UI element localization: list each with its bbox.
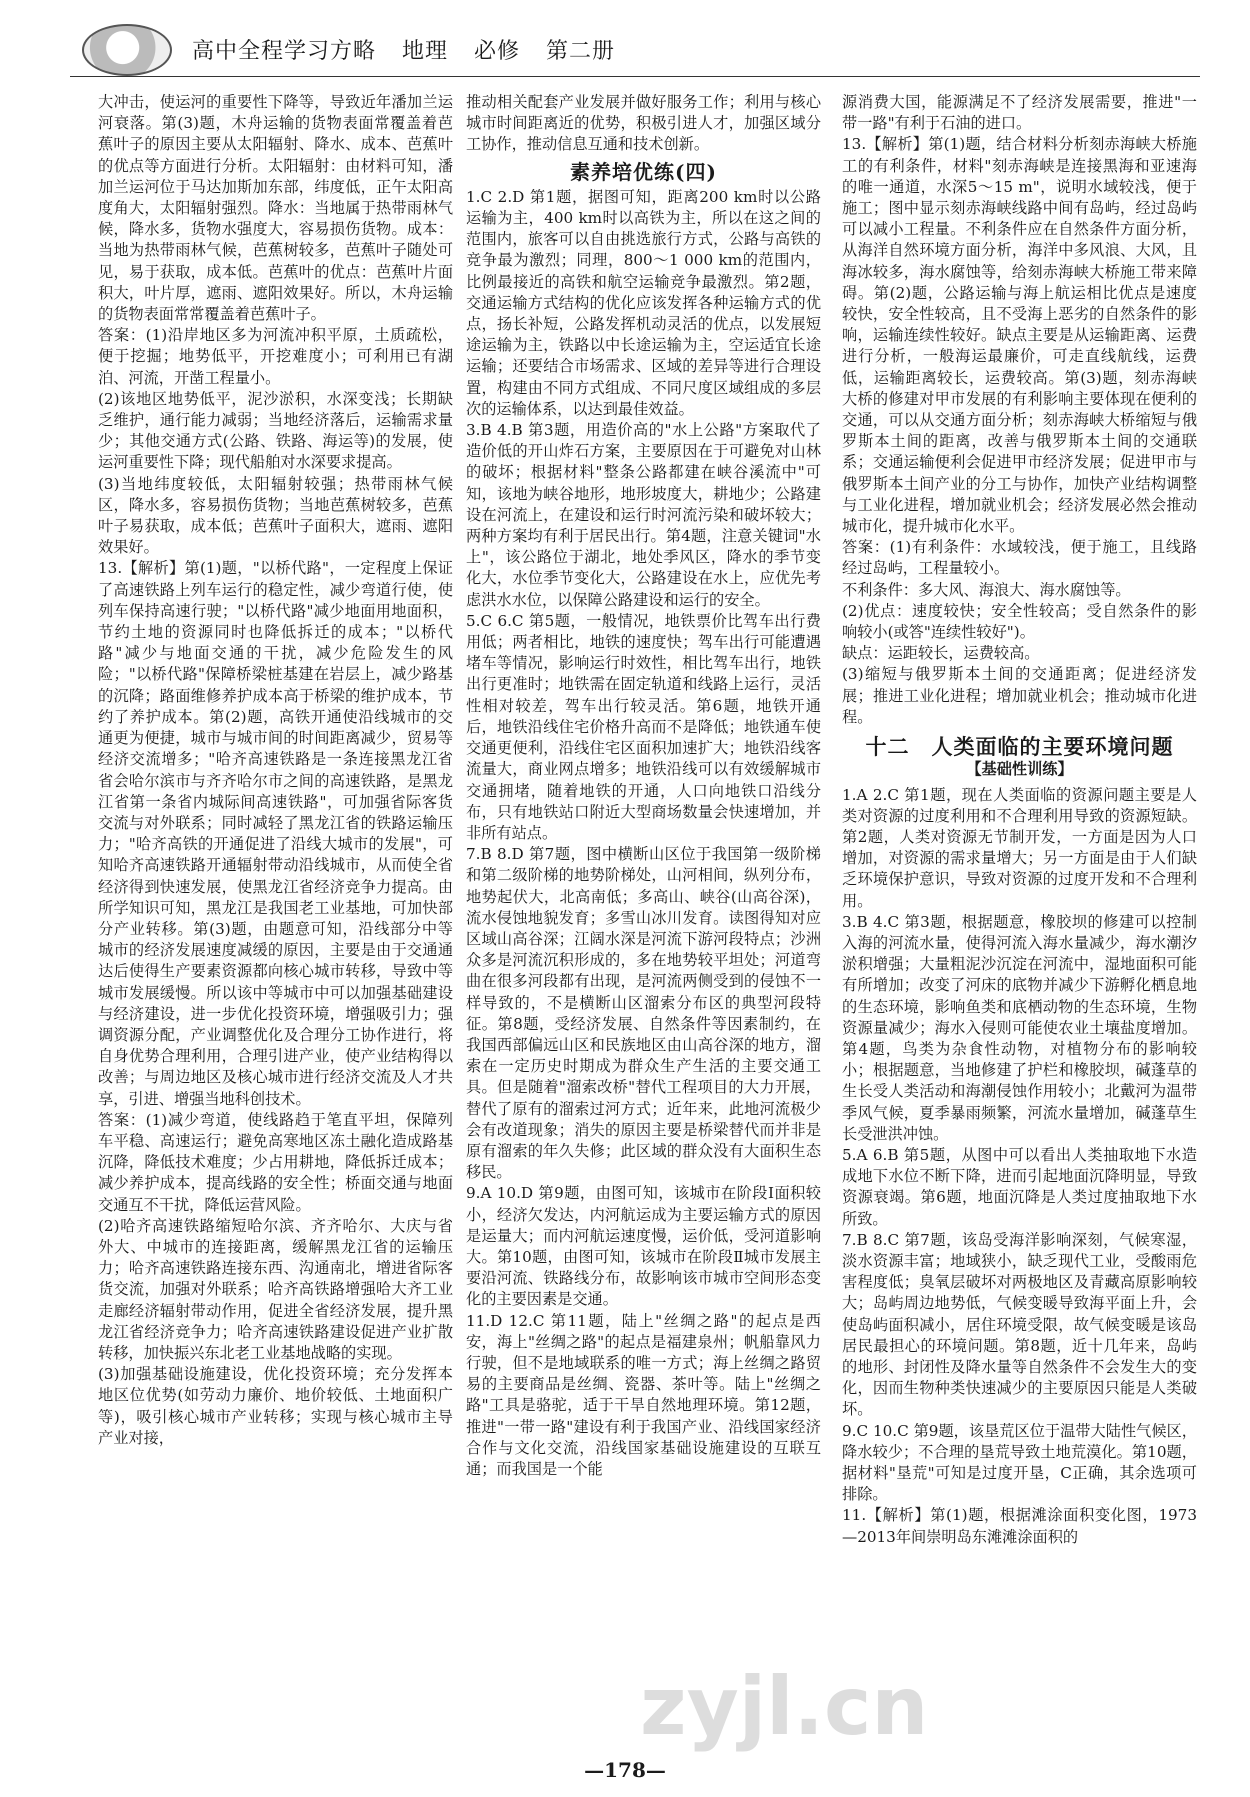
chapter-title: 十二 人类面临的主要环境问题 (865, 734, 1174, 760)
analysis-paragraph: 13.【解析】第(1)题，结合材料分析刻赤海峡大桥施工的有利条件，材料"刻赤海峡是连接黑海和亚速海的唯一通道，水深5～15 m"，说明水域较浅，便于施工；图中显示刻赤海峡线路中间有岛屿，经过岛屿可以减小工程量。不利条件应在自然条件方面分析，从海洋自然环境方面分析，海洋中多风浪、大风，且海冰较多，海水腐蚀等，给刻赤海峡大桥施工带来障碍。第(2)题，公路运输与海上航运相比优点是速度较快，安全性较高，且不受海上恶劣的自然条件的影响，运输连续性较好。缺点主要是从运输距离、运费进行分析，一般海运最廉价，可走直线航线，运费低，运输距离较长，运费较高。第(3)题，刻赤海峡大桥的修建对甲市发展的有利影响主要体现在便利的交通，可以从交通方面分析；刻赤海峡大桥缩短与俄罗斯本土间的距离，改善与俄罗斯本土间的交通联系；交通运输便利会促进甲市经济发展；促进甲市与俄罗斯本土间产业的分工与协作，加快产业结构调整与工业化进程，增加就业机会；经济发展必然会推动城市化，提升城市化水平。 (842, 135, 1197, 536)
answer-paragraph: (2)该地区地势低平，泥沙淤积，水深变浅；长期缺乏维护，通行能力减弱；当地经济落后，运输需求量少；其他交通方式(公路、铁路、海运等)的发展，使运河重要性下降；现代船舶对水深要求提高。 (98, 389, 453, 472)
watermark: zyjl.cn (640, 1660, 929, 1753)
header-title (192, 34, 633, 65)
subject-label: 地理 (402, 39, 449, 64)
paragraph: 推动相关配套产业发展并做好服务工作；利用与核心城市时间距离近的优势，积极引进人才，加强区域分工协作，推动信息互通和技术创新。 (466, 93, 821, 154)
answer-paragraph: (2)哈齐高速铁路缩短哈尔滨、齐齐哈尔、大庆与省外大、中城市的连接距离，缓解黑龙江省的运输压力；哈齐高速铁路连接东西、沟通南北，增进省际客货交流，加强对外联系；哈齐高铁路增强哈大齐工业走廊经济辐射带动作用，促进全省经济发展，提升黑龙江省经济竞争力；哈齐高速铁路建设促进产业扩散转移，加快振兴东北老工业基地战略的实现。 (98, 1216, 453, 1362)
question-paragraph: 7.B 8.D 第7题，图中横断山区位于我国第一级阶梯和第二级阶梯的地势阶梯处，山河相间，纵列分布，地势起伏大，北高南低；多高山、峡谷(山高谷深)，流水侵蚀地貌发育；多雪山冰川发育。读图得知对应区域山高谷深；江阔水深是河流下游河段特点；沙洲众多是河流沉积形成的，多在地势较平坦处；河道弯曲在很多河段都有出现，是河流两侧受到的侵蚀不一样导致的，不是横断山区溜索分布区的典型河段特征。第8题，受经济发展、自然条件等因素制约，在我国西部偏远山区和民族地区由山高谷深的地方，溜索在一定历史时期成为群众生产生活的主要交通工具。但是随着"溜索改桥"替代工程项目的大力开展，替代了原有的溜索过河方式；近年来，此地河流极少会有改道现象；消失的原因主要是桥梁替代而并非是原有溜索的年久失修；此区域的群众没有大面积生态移民。 (466, 845, 821, 1182)
page-number: —178— (584, 1758, 666, 1782)
answer-paragraph: (2)优点：速度较快；安全性较高；受自然条件的影响较小(或答"连续性较好")。 (842, 601, 1197, 642)
question-paragraph: 9.C 10.C 第9题，该垦荒区位于温带大陆性气候区，降水较少；不合理的垦荒导致土地荒漠化。第10题，据材料"垦荒"可知是过度开垦，C正确，其余选项可排除。 (842, 1421, 1197, 1504)
subsection-title: 【基础性训练】 (966, 760, 1073, 779)
page-header (70, 18, 1200, 77)
analysis-paragraph: 13.【解析】第(1)题，"以桥代路"，一定程度上保证了高速铁路上列车运行的稳定性，减少弯道行使，使列车保持高速行驶；"以桥代路"减少地面用地面积，节约土地的资源同时也降低拆迁的成本；"以桥代路"减少与地面交通的干扰，减少危险发生的风险；"以桥代路"保障桥梁桩基建在岩层上，减少路基的沉降；路面维修养护成本高于桥梁的维护成本，节约了养护成本。第(2)题，高铁开通使沿线城市的交通更为便捷，城市与城市间的时间距离减少，贸易等经济交流增多；"哈齐高速铁路是一条连接黑龙江省省会哈尔滨市与齐齐哈尔市之间的高速铁路，是黑龙江省第一条省内城际间高速铁路"，可加强省际客货交流与对外联系；同时减轻了黑龙江省的铁路运输压力；"哈齐高铁的开通促进了沿线大城市的发展"，可知哈齐高速铁路开通辐射带动沿线城市，从而使全省经济得到快速发展，使黑龙江省经济竞争力提高。由所学知识可知，黑龙江是我国老工业基地，可加快部分产业转移。第(3)题，由题意可知，沿线部分中等城市的经济发展速度减缓的原因，主要是由于交通通达后使得生产要素资源都向核心城市转移，导致中等城市发展缓慢。所以该中等城市中可以加强基础建设与经济建设，进一步优化投资环境，增强吸引力；强调资源分配，产业调整优化及合理分工协作进行，将自身优势合理利用，合理引进产业，使产业结构得以改善；与周边地区及核心城市进行经济交流及人才共享，引进、增强当地科创技术。 (98, 559, 453, 1108)
answer-paragraph: 答案：(1)沿岸地区多为河流冲积平原，土质疏松，便于挖掘；地势低平，开挖难度小；可利用已有湖泊、河流，开凿工程量小。 (98, 326, 453, 387)
volume-label: 第二册 (546, 39, 616, 64)
question-paragraph: 3.B 4.B 第3题，用造价高的"水上公路"方案取代了造价低的开山炸石方案，主要原因在于可避免对山林的破坏；根据材料"整条公路都建在峡谷溪流中"可知，该地为峡谷地形，地形坡度大，耕地少；公路建设在河流上，在建设和运行时河流污染和破坏较大；两种方案均有利于居民出行。第4题，注意关键词"水上"，该公路位于湖北，地处季风区，降水的季节变化大，水位季节变化大，公路建设在水上，应优先考虑洪水水位，以保障公路建设和运行的安全。 (466, 421, 821, 609)
course-label: 必修 (474, 39, 521, 64)
paragraph: 源消费大国，能源满足不了经济发展需要，推进"一带一路"有利于石油的进口。 (842, 93, 1197, 133)
answer-paragraph: (3)加强基础设施建设，优化投资环境；充分发挥本地区位优势(如劳动力廉价、地价较低、土地面积广等)，吸引核心城市产业转移；实现与核心城市主导产业对接， (98, 1365, 453, 1447)
answer-paragraph: 不利条件：多大风、海浪大、海水腐蚀等。 (842, 580, 1131, 599)
publisher-logo-icon (82, 24, 172, 76)
answer-paragraph: 答案：(1)减少弯道，使线路趋于笔直平坦，保障列车平稳、高速运行；避免高寒地区冻土融化造成路基沉降，降低技术难度；少占用耕地，降低拆迁成本；减少养护成本，提高线路的安全性；桥面交通与地面交通互不干扰，降低运营风险。 (98, 1110, 453, 1214)
question-paragraph: 1.A 2.C 第1题，现在人类面临的资源问题主要是人类对资源的过度利用和不合理利用导致的资源短缺。第2题，人类对资源无节制开发，一方面是因为人口增加，对资源的需求量增大；另一方面是由于人们缺乏环境保护意识，导致对资源的过度开发和不合理利用。 (842, 785, 1197, 910)
paragraph: 大冲击，使运河的重要性下降等，导致近年潘加兰运河衰落。第(3)题，木舟运输的货物表面常覆盖着芭蕉叶子的原因主要从太阳辐射、降水、成本、芭蕉叶的优点等方面进行分析。太阳辐射：由材料可知，潘加兰运河位于马达加斯加东部，纬度低，正午太阳高度角大，太阳辐射强烈。降水：当地属于热带雨林气候，降水多，货物水强度大，容易损伤货物。成本：当地为热带雨林气候，芭蕉树较多，芭蕉叶子随处可见，易于获取，成本低。芭蕉叶的优点：芭蕉叶片面积大，叶片厚，遮雨、遮阳效果好。所以，木舟运输的货物表面常常覆盖着芭蕉叶子。 (98, 93, 453, 324)
column-left (98, 92, 453, 1449)
question-paragraph: 7.B 8.C 第7题，该岛受海洋影响深刻，气候寒湿，淡水资源丰富；地域狭小，缺乏现代工业，受酸雨危害程度低；臭氧层破坏对两极地区及青藏高原影响较大；岛屿周边地势低，气候变暖导致海平面上升，会使岛屿面积减小，居住环境受限，故气候变暖是该岛居民最担心的环境问题。第8题，近十几年来，岛屿的地形、封闭性及降水量等自然条件不会发生大的变化，因而生物种类快速减少的主要原因只能是人类破坏。 (842, 1230, 1197, 1419)
question-paragraph: 1.C 2.D 第1题，据图可知，距离200 km时以公路运输为主，400 km时以高铁为主，所以在这之间的范围内，旅客可以自由挑选旅行方式，公路与高铁的竞争最为激烈；同理，800～1 000 km的范围内，比例最接近的高铁和航空运输竞争最激烈。第2题，交通运输方式结构的优化应该发挥各种运输方式的优点，扬长补短，公路发挥机动灵活的优点，以发展短途运输为主，铁路以中长途运输为主，空运适宜长途运输；还要结合市场需求、区域的差异等进行合理设置，构建由不同方式组成、不同尺度区域组成的多层次的运输体系，以达到最佳效益。 (466, 187, 821, 418)
answer-paragraph: (3)缩短与俄罗斯本土间的交通距离；促进经济发展；推进工业化进程；增加就业机会；推动城市化进程。 (842, 665, 1197, 726)
column-right (842, 92, 1197, 1548)
question-paragraph: 3.B 4.C 第3题，根据题意，橡胶坝的修建可以控制入海的河流水量，使得河流入海水量减少，海水潮汐淤积增强；大量粗泥沙沉淀在河流中，湿地面积可能有所增加；改变了河床的底物并减少下游孵化栖息地的生态环境，影响鱼类和底栖动物的生态环境，生物资源量减少；海水入侵则可能使农业土壤盐度增加。第4题，鸟类为杂食性动物，对植物分布的影响较小；根据题意，当地修建了护栏和橡胶坝，碱蓬草的生长受人类活动和海潮侵蚀作用较小；北戴河为温带季风气候，夏季暴雨频繁，河流水量增加，碱蓬草生长受泄洪冲蚀。 (842, 912, 1197, 1143)
answer-paragraph: (3)当地纬度较低，太阳辐射较强；热带雨林气候区，降水多，容易损伤货物；当地芭蕉树较多，芭蕉叶子易获取，成本低；芭蕉叶子面积大，遮雨、遮阳效果好。 (98, 474, 453, 557)
question-paragraph: 11.【解析】第(1)题，根据滩涂面积变化图，1973—2013年间崇明岛东滩滩涂面积的 (842, 1506, 1197, 1546)
answer-paragraph: 答案：(1)有利条件：水域较浅，便于施工，且线路经过岛屿，工程量较小。 (842, 538, 1197, 578)
answer-paragraph: 缺点：运距较长，运费较高。 (842, 644, 1040, 663)
question-paragraph: 9.A 10.D 第9题，由图可知，该城市在阶段Ⅰ面积较小，经济欠发达，内河航运成为主要运输方式的原因是运量大；而内河航运速度慢，运价低，受河道影响大。第10题，由图可知，该城市在阶段Ⅱ城市发展主要沿河流、铁路线分布，故影响该市城市空间形态变化的主要因素是交通。 (466, 1184, 821, 1309)
question-paragraph: 5.A 6.B 第5题，从图中可以看出人类抽取地下水造成地下水位不断下降，进而引起地面沉降明显，导致资源衰竭。第6题，地面沉降是人类过度抽取地下水所致。 (842, 1145, 1197, 1228)
column-middle (466, 92, 821, 1480)
question-paragraph: 5.C 6.C 第5题，一般情况，地铁票价比驾车出行费用低；两者相比，地铁的速度快；驾车出行可能遭遇堵车等情况，影响运行时效性，相比驾车出行，地铁出行更准时；地铁需在固定轨道和线路上运行，灵活性相对较差，驾车出行较灵活。第6题，地铁开通后，地铁沿线住宅价格升高而不是降低；地铁通车使交通更便利，沿线住宅区面积加速扩大；地铁沿线客流量大，商业网点增多；地铁沿线可以有效缓解城市交通拥堵，随着地铁的开通，人口向地铁口沿线分布，只有地铁站口附近大型商场数量会快速增加，并非所有站点。 (466, 611, 821, 842)
section-title: 素养培优练(四) (570, 159, 717, 184)
question-paragraph: 11.D 12.C 第11题，陆上"丝绸之路"的起点是西安，海上"丝绸之路"的起点是福建泉州；帆船靠风力行驶，但不是地域联系的唯一方式；海上丝绸之路贸易的主要商品是丝绸、瓷器、茶叶等。陆上"丝绸之路"工具是骆驼，适于干旱自然地理环境。第12题，推进"一带一路"建设有利于我国产业、沿线国家经济合作与文化交流，沿线国家基础设施建设的互联互通；而我国是一个能 (466, 1311, 821, 1478)
book-title: 高中全程学习方略 (192, 39, 377, 64)
